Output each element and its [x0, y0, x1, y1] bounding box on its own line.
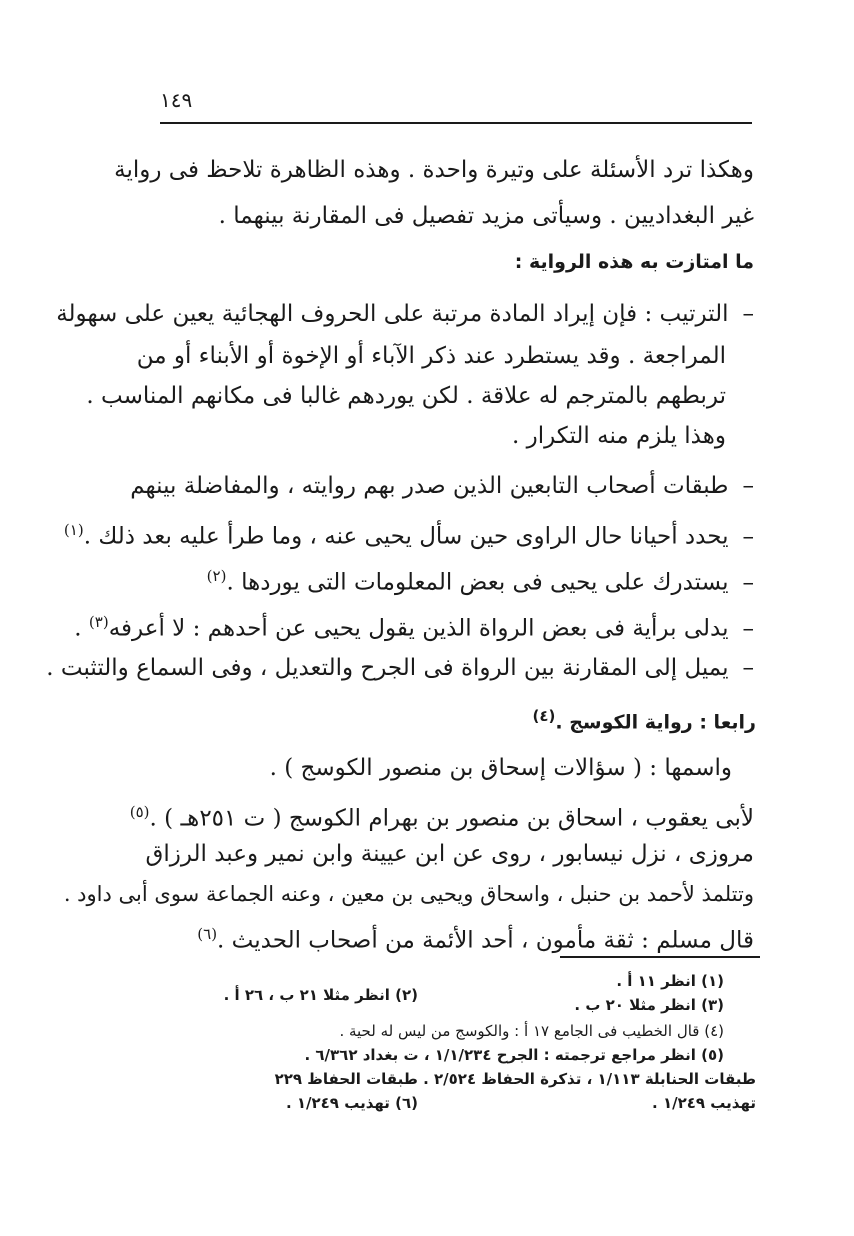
footnote-5-line-1: (٥) انظر مراجع ترجمته : الجرح ١/١/٢٣٤ ، ت بغداد ٦/٣٦٢ .	[304, 1046, 724, 1064]
footnote-4: (٤) قال الخطيب فى الجامع ١٧ أ : والكوسج من ليس له لحية .	[339, 1022, 724, 1040]
bullet-dash: –	[742, 523, 754, 550]
features-item-1-line-2: المراجعة . وقد يستطرد عند ذكر الآباء أو الإخوة أو الأبناء أو من	[136, 343, 726, 369]
features-item-6: –يميل إلى المقارنة بين الرواة فى الجرح والتعديل ، وفى السماع والتثبت .	[46, 652, 754, 684]
features-item-2: –طبقات أصحاب التابعين الذين صدر بهم روايته ، والمفاضلة بينهم	[130, 470, 754, 502]
kawsaj-bio-line-1: لأبى يعقوب ، اسحاق بن منصور بن بهرام الكوسج ( ت ٢٥١هـ ) .$^{(٥)}$	[129, 803, 754, 832]
intro-line-2: غير البغداديين . وسيأتى مزيد تفصيل فى المقارنة بينهما .	[218, 203, 754, 229]
footnote-2: (٢) انظر مثلا ٢١ ب ، ٢٦ أ .	[223, 986, 418, 1004]
footnote-6: (٦) تهذيب ١/٢٤٩ .	[285, 1094, 418, 1112]
features-item-3: –يحدد أحيانا حال الراوى حين سأل يحيى عنه ، وما طرأ عليه بعد ذلك .$^{(١)}$	[64, 514, 754, 553]
bullet-dash: –	[742, 473, 754, 499]
bullet-dash: –	[742, 569, 754, 596]
footnote-ref: (١)	[63, 521, 84, 539]
footnote-5-line-3: تهذيب ١/٢٤٩ .	[652, 1094, 756, 1112]
bullet-dash: –	[742, 615, 754, 642]
footnote-ref: (٤)	[532, 707, 556, 725]
page-number: ١٤٩	[160, 88, 193, 112]
features-item-1-line-3: تربطهم بالمترجم له علاقة . لكن يوردهم غالبا فى مكانهم المناسب .	[86, 383, 726, 409]
features-item-4: –يستدرك على يحيى فى بعض المعلومات التى يوردها .$^{(٢)}$	[207, 560, 754, 599]
features-item-5: –يدلى برأية فى بعض الرواة الذين يقول يحيى عن أحدهم : لا أعرفه$^{(٣)}$ .	[74, 606, 754, 645]
features-item-1-line-1: –الترتيب : فإن إيراد المادة مرتبة على الحروف الهجائية يعين على سهولة	[56, 298, 754, 330]
footnote-5-line-2: طبقات الحنابلة ١/١١٣ ، تذكرة الحفاظ ٢/٥٢٤ . طبقات الحفاظ ٢٢٩	[274, 1070, 756, 1088]
bullet-dash: –	[742, 655, 754, 681]
footnote-ref: (٦)	[197, 925, 218, 943]
footnote-ref: (٥)	[129, 803, 150, 821]
intro-line-1: وهكذا ترد الأسئلة على وتيرة واحدة . وهذه الظاهرة تلاحظ فى رواية	[114, 157, 754, 183]
kawsaj-name-line: واسمها : ( سؤالات إسحاق بن منصور الكوسج ) .	[269, 755, 732, 781]
footnote-ref: (٣)	[88, 613, 109, 631]
footnote-3: (٣) انظر مثلا ٢٠ ب .	[574, 996, 724, 1014]
kawsaj-heading: رابعا : رواية الكوسج .$^{(٤)}$	[532, 707, 756, 734]
footnote-rule	[560, 956, 760, 958]
kawsaj-bio-line-3: وتتلمذ لأحمد بن حنبل ، واسحاق ويحيى بن معين ، وعنه الجماعة سوى أبى داود .	[63, 882, 754, 906]
kawsaj-bio-line-4: قال مسلم : ثقة مأمون ، أحد الأئمة من أصحاب الحديث .$^{(٦)}$	[197, 925, 754, 954]
features-item-1-line-4: وهذا يلزم منه التكرار .	[511, 423, 726, 449]
kawsaj-bio-line-2: مروزى ، نزل نيسابور ، روى عن ابن عيينة وابن نمير وعبد الرزاق	[145, 841, 754, 867]
header-rule	[160, 122, 752, 124]
features-heading: ما امتازت به هذه الرواية :	[514, 251, 754, 273]
footnote-1: (١) انظر ١١ أ .	[616, 972, 724, 990]
bullet-dash: –	[742, 301, 754, 327]
footnote-ref: (٢)	[206, 567, 227, 585]
